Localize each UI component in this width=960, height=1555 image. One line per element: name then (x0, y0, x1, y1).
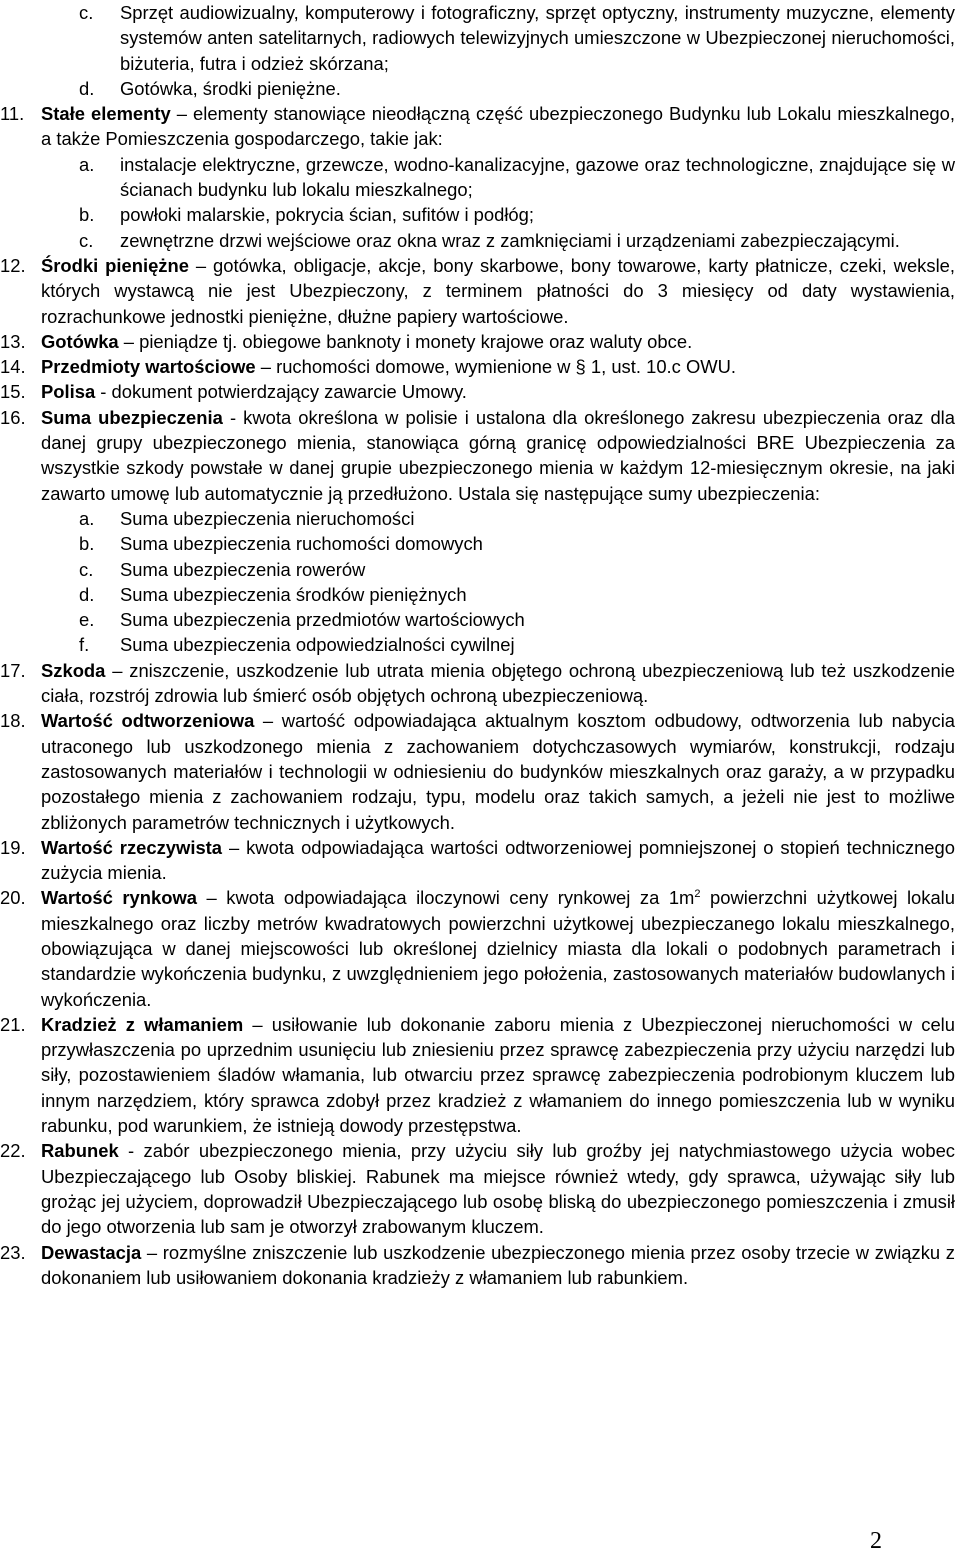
definition-number: 17. (0, 659, 26, 681)
definition-14 (0, 354, 955, 379)
definition-term: Rabunek (41, 1140, 119, 1162)
definition-term: Wartość rynkowa (41, 887, 198, 909)
list-item (0, 607, 955, 632)
definition-term: Wartość odtworzeniowa (41, 710, 255, 732)
item-label: c. (79, 229, 94, 251)
list-item (0, 152, 955, 203)
list-item (0, 76, 955, 101)
item-text: Suma ubezpieczenia odpowiedzialności cywilnej (120, 634, 515, 656)
item-text: Sprzęt audiowizualny, komputerowy i fotograficzny, sprzęt optyczny, instrumenty muzyczne, elementy systemów anten satelitarnych, radiowych telewizyjnych umieszczone w Ubezpieczonej nieruchomości, biżuteria, futra i odzież skórzana; (120, 2, 955, 74)
definition-term: Szkoda (41, 659, 106, 681)
definition-number: 23. (0, 1241, 26, 1263)
item-label: d. (79, 583, 95, 605)
definition-term: Przedmioty wartościowe (41, 356, 256, 378)
definition-number: 16. (0, 406, 26, 428)
definition-number: 18. (0, 710, 26, 732)
definition-number: 14. (0, 356, 26, 378)
definition-text: – wartość odpowiadająca aktualnym kosztom odbudowy, odtworzenia lub nabycia utraconego lub uszkodzonego mienia z zachowaniem dotychczasowych wymiarów, konstrukcji, rodzaju zastosowanych materiałów i technologii w odniesieniu do budynków mieszkalnych oraz garaży, a w przypadku pozostałego mienia z zachowaniem rodzaju, typu, modelu oraz takich samych, a jeżeli nie jest to możliwe zbliżonych parametrów technicznych i użytkowych. (41, 710, 956, 833)
item-label: b. (79, 533, 95, 555)
definition-17 (0, 658, 955, 709)
definition-13 (0, 329, 955, 354)
definition-22 (0, 1138, 955, 1239)
item-label: b. (79, 204, 95, 226)
definition-text: - zabór ubezpieczonego mienia, przy użyciu siły lub groźby jej natychmiastowego użycia wobec Ubezpieczającego lub Osoby bliskiej. Rabunek ma miejsce również wtedy, gdy sprawca, używając siły lub grożąc jej użyciem, doprowadził Ubezpieczającego lub osobę bliską do ubezpieczonego pomieszczenia i zmusił do jego otworzenia lub sam je otworzył zrabowanym kluczem. (41, 1140, 955, 1238)
definition-20 (0, 885, 955, 1011)
definition-term: Kradzież z włamaniem (41, 1013, 244, 1035)
definition-19 (0, 835, 955, 886)
superscript: 2 (694, 888, 701, 901)
definition-text: – kwota odpowiadająca wartości odtworzeniowej pomniejszonej o stopień technicznego zużycia mienia. (41, 836, 955, 884)
definition-text: – usiłowanie lub dokonanie zaboru mienia z Ubezpieczonej nieruchomości w celu przywłaszczenia po uprzednim usunięciu lub zniesieniu przez sprawcę zabezpieczenia przy użyciu narzędzi lub siły, pozostawieniem śladów włamania, lub otwarciu przez sprawcę zabezpieczenia podrobionym kluczem lub innym narzędziem, który sprawca zdobył przez kradzież z włamaniem do innego pomieszczenia lub w wyniku rabunku, pod warunkiem, że istnieją dowody przestępstwa. (41, 1013, 955, 1137)
definition-11 (0, 101, 955, 152)
definition-number: 22. (0, 1140, 26, 1162)
definition-text: – gotówka, obligacje, akcje, bony skarbowe, bony towarowe, karty płatnicze, czeki, weksle, których wystawcą nie jest Ubezpieczony, z terminem płatności do 3 miesięcy od daty wystawienia, rozrachunkowe jednostki pieniężne, dłużne papiery wartościowe. (41, 254, 955, 327)
definition-number: 20. (0, 887, 26, 909)
definition-number: 12. (0, 254, 26, 276)
item-label: c. (79, 558, 94, 580)
item-label: f. (79, 634, 90, 656)
item-text: Suma ubezpieczenia rowerów (120, 558, 366, 580)
definition-text: - dokument potwierdzający zawarcie Umowy. (95, 381, 467, 403)
definition-text: – ruchomości domowe, wymienione w § 1, ust. 10.c OWU. (255, 356, 737, 378)
item-label: a. (79, 507, 95, 529)
definition-15 (0, 379, 955, 404)
list-item (0, 582, 955, 607)
definition-number: 11. (0, 103, 25, 125)
definition-number: 21. (0, 1013, 26, 1035)
page-number: 2 (870, 1528, 882, 1554)
item-text: Suma ubezpieczenia nieruchomości (120, 507, 415, 529)
item-text: Gotówka, środki pieniężne. (120, 77, 341, 99)
definition-number: 19. (0, 836, 26, 858)
definition-term: Gotówka (41, 330, 119, 352)
definition-12 (0, 253, 955, 329)
list-item (0, 228, 955, 253)
list-item (0, 202, 955, 227)
definition-16 (0, 405, 955, 506)
definition-term: Polisa (41, 381, 96, 403)
definition-term: Środki pieniężne (41, 254, 189, 276)
item-text: powłoki malarskie, pokrycia ścian, sufitów i podłóg; (120, 204, 534, 226)
definition-text: – rozmyślne zniszczenie lub uszkodzenie ubezpieczonego mienia przez osoby trzecie w związku z dokonaniem lub usiłowaniem dokonania kradzieży z włamaniem lub rabunkiem. (41, 1241, 955, 1288)
item-label: e. (79, 609, 95, 631)
item-label: c. (79, 2, 94, 23)
definition-23 (0, 1240, 955, 1291)
definition-21 (0, 1012, 955, 1138)
definition-term: Suma ubezpieczenia (41, 406, 223, 428)
definition-text: – pieniądze tj. obiegowe banknoty i monety krajowe oraz waluty obce. (118, 330, 693, 352)
definition-number: 13. (0, 330, 26, 352)
definition-text: – elementy stanowiące nieodłączną część ubezpieczonego Budynku lub Lokalu mieszkalnego, a także Pomieszczenia gospodarczego, takie jak: (41, 103, 955, 150)
list-item (0, 531, 955, 556)
list-item (0, 0, 955, 76)
definition-18 (0, 708, 955, 834)
item-text: Suma ubezpieczenia przedmiotów wartościowych (120, 609, 525, 631)
definition-text: - kwota określona w polisie i ustalona dla określonego zakresu ubezpieczenia oraz dla danej grupy ubezpieczonego mienia, stanowiąca górną granicę odpowiedzialności BRE Ubezpieczenia za wszystkie szkody powstałe w danej grupie ubezpieczonego mienia w każdym 12-miesięcznym okresie, na jaki zawarto umowę lub automatycznie ją przedłużono. Ustala się następujące sumy ubezpieczenia: (41, 406, 955, 504)
definition-text: powierzchni użytkowej lokalu mieszkalnego oraz liczby metrów kwadratowych powierzchni użytkowej ubezpieczanego lokalu mieszkalnego, obowiązująca w danej miejscowości lub określonej dzielnicy miasta dla lokali o podobnych parametrach i standardzie wykończenia budynku, z uwzględnieniem jego położenia, zastosowanych materiałów budowlanych i wykończenia. (41, 887, 955, 1010)
list-item (0, 557, 955, 582)
definition-text: – zniszczenie, uszkodzenie lub utrata mienia objętego ochroną ubezpieczeniową lub też uszkodzenie ciała, rozstrój zdrowia lub śmierć osób objętych ochroną ubezpieczeniową. (41, 659, 955, 707)
definition-term: Wartość rzeczywista (41, 836, 223, 858)
list-item (0, 632, 955, 657)
item-text: instalacje elektryczne, grzewcze, wodno-kanalizacyjne, gazowe oraz technologiczne, znajdujące się w ścianach budynku lub lokalu mieszkalnego; (120, 153, 955, 201)
definition-number: 15. (0, 381, 26, 403)
list-item (0, 506, 955, 531)
item-label: d. (79, 77, 95, 99)
item-text: Suma ubezpieczenia środków pieniężnych (120, 583, 467, 605)
item-label: a. (79, 153, 95, 175)
definition-text: – kwota odpowiadająca iloczynowi ceny rynkowej za 1m (197, 887, 695, 909)
definition-term: Dewastacja (41, 1241, 142, 1263)
item-text: Suma ubezpieczenia ruchomości domowych (120, 533, 483, 555)
definition-term: Stałe elementy (41, 103, 171, 125)
item-text: zewnętrzne drzwi wejściowe oraz okna wraz z zamknięciami i urządzeniami zabezpieczającymi. (120, 229, 900, 251)
